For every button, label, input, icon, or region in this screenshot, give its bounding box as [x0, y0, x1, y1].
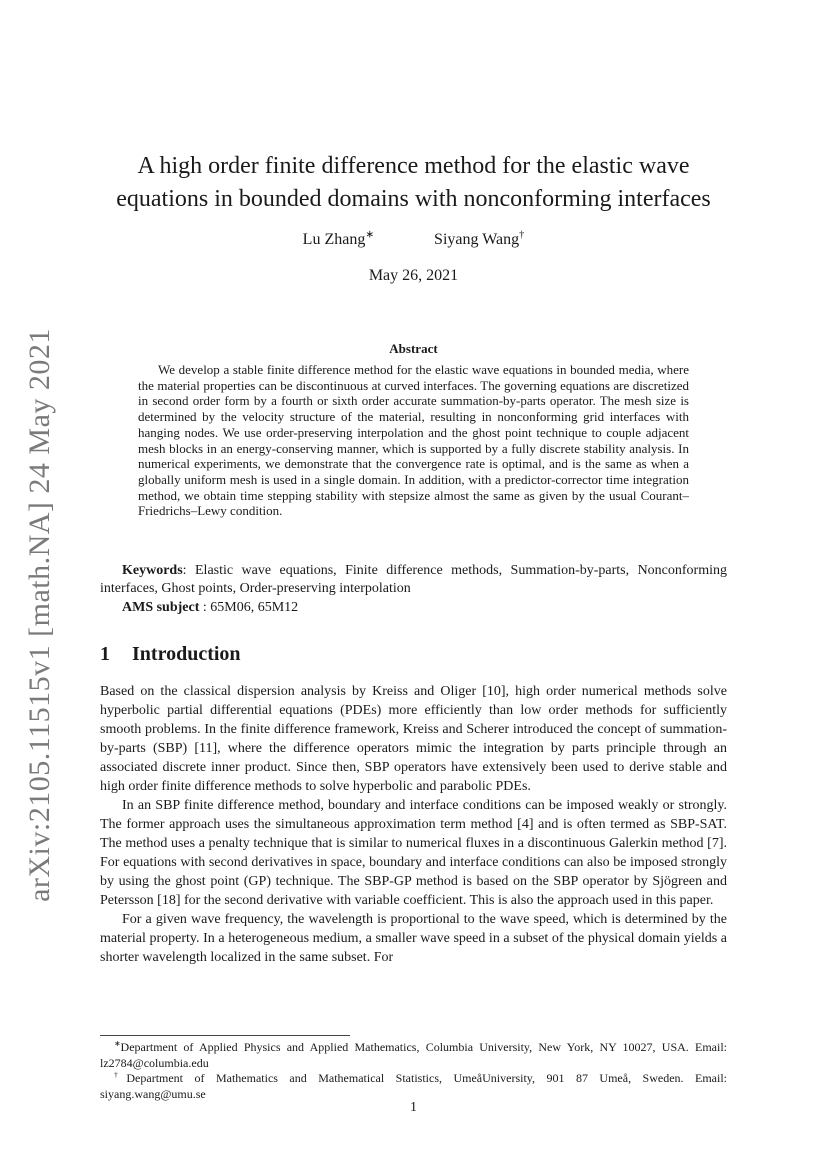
author-list — [100, 231, 727, 249]
footnote-mark: † — [114, 1070, 127, 1079]
paragraph: In an SBP finite difference method, boundary and interface conditions can be imposed weakly or strongly. The former approach uses the simultaneous approximation term method [4] and is often termed as SBP-SAT. The method uses a penalty technique that is similar to numerical fluxes in a discontinuous Galerkin method [7]. For equations with second derivatives in space, boundary and interface conditions can also be imposed strongly by using the ghost point (GP) technique. The SBP-GP method is based on the SBP operator by Sjögreen and Petersson [18] for the second derivative with variable coefficient. This is also the approach used in this paper. — [100, 798, 727, 908]
page-number: 1 — [410, 1100, 417, 1115]
author-footnote-mark: ∗ — [365, 229, 375, 241]
introduction-body — [100, 682, 727, 967]
abstract-text: We develop a stable finite difference method for the elastic wave equations in bounded media, where the material properties can be discontinuous at curved interfaces. The governing equations are discretized in second order form by a fourth or sixth order accurate summation-by-parts operator. The mesh size is determined by the velocity structure of the material, resulting in nonconforming grid interfaces with hanging nodes. We use order-preserving interpolation and the ghost point technique to couple adjacent mesh blocks in an energy-conserving manner, which is supported by a fully discrete stability analysis. In numerical experiments, we demonstrate that the convergence rate is optimal, and is the same as when a globally uniform mesh is used in a single domain. In addition, with a predictor-corrector time integration method, we obtain time stepping stability with stepsize almost the same as given by the usual Courant–Friedrichs–Lewy condition. — [138, 362, 689, 519]
author: Siyang Wang† — [434, 229, 525, 248]
footnotes — [100, 1040, 727, 1102]
footnote — [100, 1071, 727, 1102]
footnote-text: Department of Mathematics and Mathematical Statistics, UmeåUniversity, 901 87 Umeå, Sweden. Email: siyang.wang@umu.se — [100, 1071, 727, 1101]
section-title: Introduction — [132, 643, 241, 665]
footnote — [100, 1040, 727, 1071]
ams-label: AMS subject — [122, 600, 200, 615]
footnote-text: Department of Applied Physics and Applied Mathematics, Columbia University, New York, NY 10027, USA. Email: lz2784@columbia.edu — [100, 1040, 727, 1070]
abstract-heading: Abstract — [389, 341, 438, 356]
paper-date: May 26, 2021 — [368, 267, 459, 284]
ams-text: : 65M06, 65M12 — [199, 600, 299, 615]
author-footnote-mark: † — [519, 229, 525, 241]
paragraph: For a given wave frequency, the wavelength is proportional to the wave speed, which is determined by the material property. In a heterogeneous medium, a smaller wave speed in a subset of the physical domain yields a shorter wavelength localized in the same subset. For — [100, 912, 727, 965]
arxiv-identifier-stamp — [10, 328, 70, 902]
footnote-divider — [100, 1035, 350, 1036]
author: Lu Zhang∗ — [302, 229, 375, 248]
paper-title: A high order finite difference method for the elastic wave equations in bounded domains with nonconforming interfaces — [116, 153, 711, 212]
section-number: 1 — [100, 643, 110, 665]
footnote-mark: ∗ — [114, 1039, 121, 1048]
ams-subject — [122, 600, 298, 616]
arxiv-identifier-text: arXiv:2105.11515v1 [math.NA] 24 May 2021 — [23, 328, 57, 902]
paragraph: Based on the classical dispersion analysis by Kreiss and Oliger [10], high order numerical methods solve hyperbolic partial differential equations (PDEs) more efficiently than low order methods for sufficiently smooth problems. In the finite difference framework, Kreiss and Scherer introduced the concept of summation-by-parts (SBP) [11], where the difference operators mimic the integration by parts principle through an associated discrete inner product. Since then, SBP operators have extensively been used to derive stable and high order finite difference methods to solve hyperbolic and parabolic PDEs. — [100, 684, 727, 794]
section-heading — [100, 643, 241, 666]
keywords-label: Keywords — [122, 563, 183, 578]
keywords — [100, 562, 727, 598]
keywords-text: : Elastic wave equations, Finite difference methods, Summation-by-parts, Nonconforming interfaces, Ghost points, Order-preserving interpolation — [100, 563, 727, 596]
